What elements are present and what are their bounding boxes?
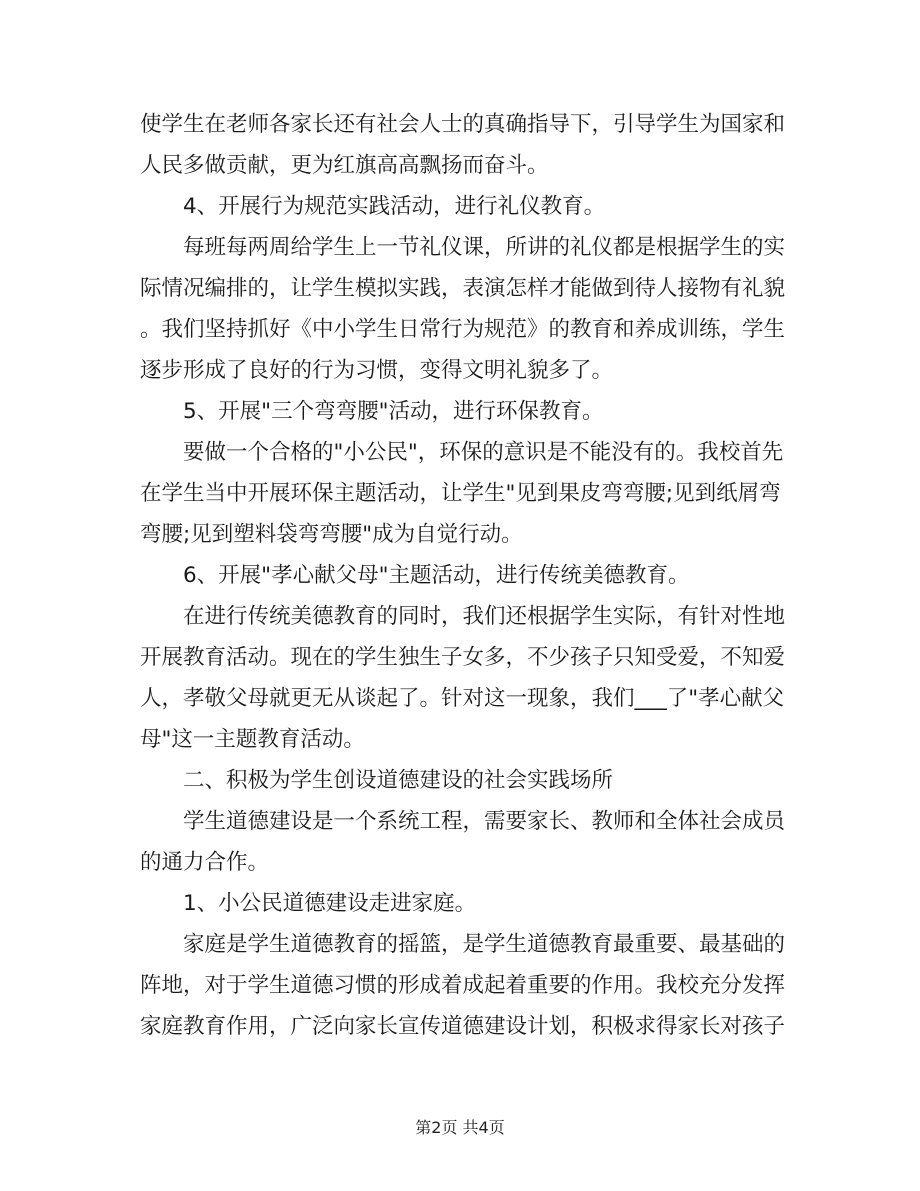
document-body [140,104,786,1047]
text-line: 母"这一主题教育活动。 [140,727,365,752]
text-line: 在学生当中开展环保主题活动，让学生"见到果皮弯弯腰;见到纸屑弯 [140,481,781,506]
text-line: 弯腰;见到塑料袋弯弯腰"成为自觉行动。 [140,522,523,547]
text-line: 学生道德建设是一个系统工程，需要家长、教师和全体社会成员 [183,809,786,834]
text-line: 际情况编排的，让学生模拟实践，表演怎样才能做到待人接物有礼貌 [140,276,786,301]
text-line: 人，孝敬父母就更无从谈起了。针对这一现象，我们___了"孝心献父 [140,686,785,711]
section-heading: 二、积极为学生创设道德建设的社会实践场所 [183,768,614,793]
section-heading: 6、开展"孝心献父母"主题活动，进行传统美德教育。 [183,563,690,588]
text-line: 要做一个合格的"小公民"，环保的意识是不能没有的。我校首先 [183,440,784,465]
text-line: 家庭教育作用，广泛向家长宣传道德建设计划，积极求得家长对孩子 [140,1014,786,1039]
section-heading: 5、开展"三个弯弯腰"活动，进行环保教育。 [183,399,604,424]
text-line: 开展教育活动。现在的学生独生子女多，不少孩子只知受爱，不知爱 [140,645,786,670]
text-line: 逐步形成了良好的行为习惯，变得文明礼貌多了。 [140,358,614,383]
section-heading: 1、小公民道德建设走进家庭。 [183,891,477,916]
text-line: 使学生在老师各家长还有社会人士的真确指导下，引导学生为国家和 [140,112,786,137]
text-line: 的通力合作。 [140,850,270,875]
text-line: 阵地，对于学生道德习惯的形成着成起着重要的作用。我校充分发挥 [140,973,786,998]
text-line: 。我们坚持抓好《中小学生日常行为规范》的教育和养成训练，学生 [140,317,786,342]
section-heading: 4、开展行为规范实践活动，进行礼仪教育。 [183,194,606,219]
text-line: 每班每两周给学生上一节礼仪课，所讲的礼仪都是根据学生的实 [183,235,786,260]
text-line: 家庭是学生道德教育的摇篮，是学生道德教育最重要、最基础的 [183,932,786,957]
text-line: 在进行传统美德教育的同时，我们还根据学生实际，有针对性地 [183,604,786,629]
page-number: 第2页 共4页 [415,1118,505,1137]
text-line: 人民多做贡献，更为红旗高高飘扬而奋斗。 [140,153,549,178]
